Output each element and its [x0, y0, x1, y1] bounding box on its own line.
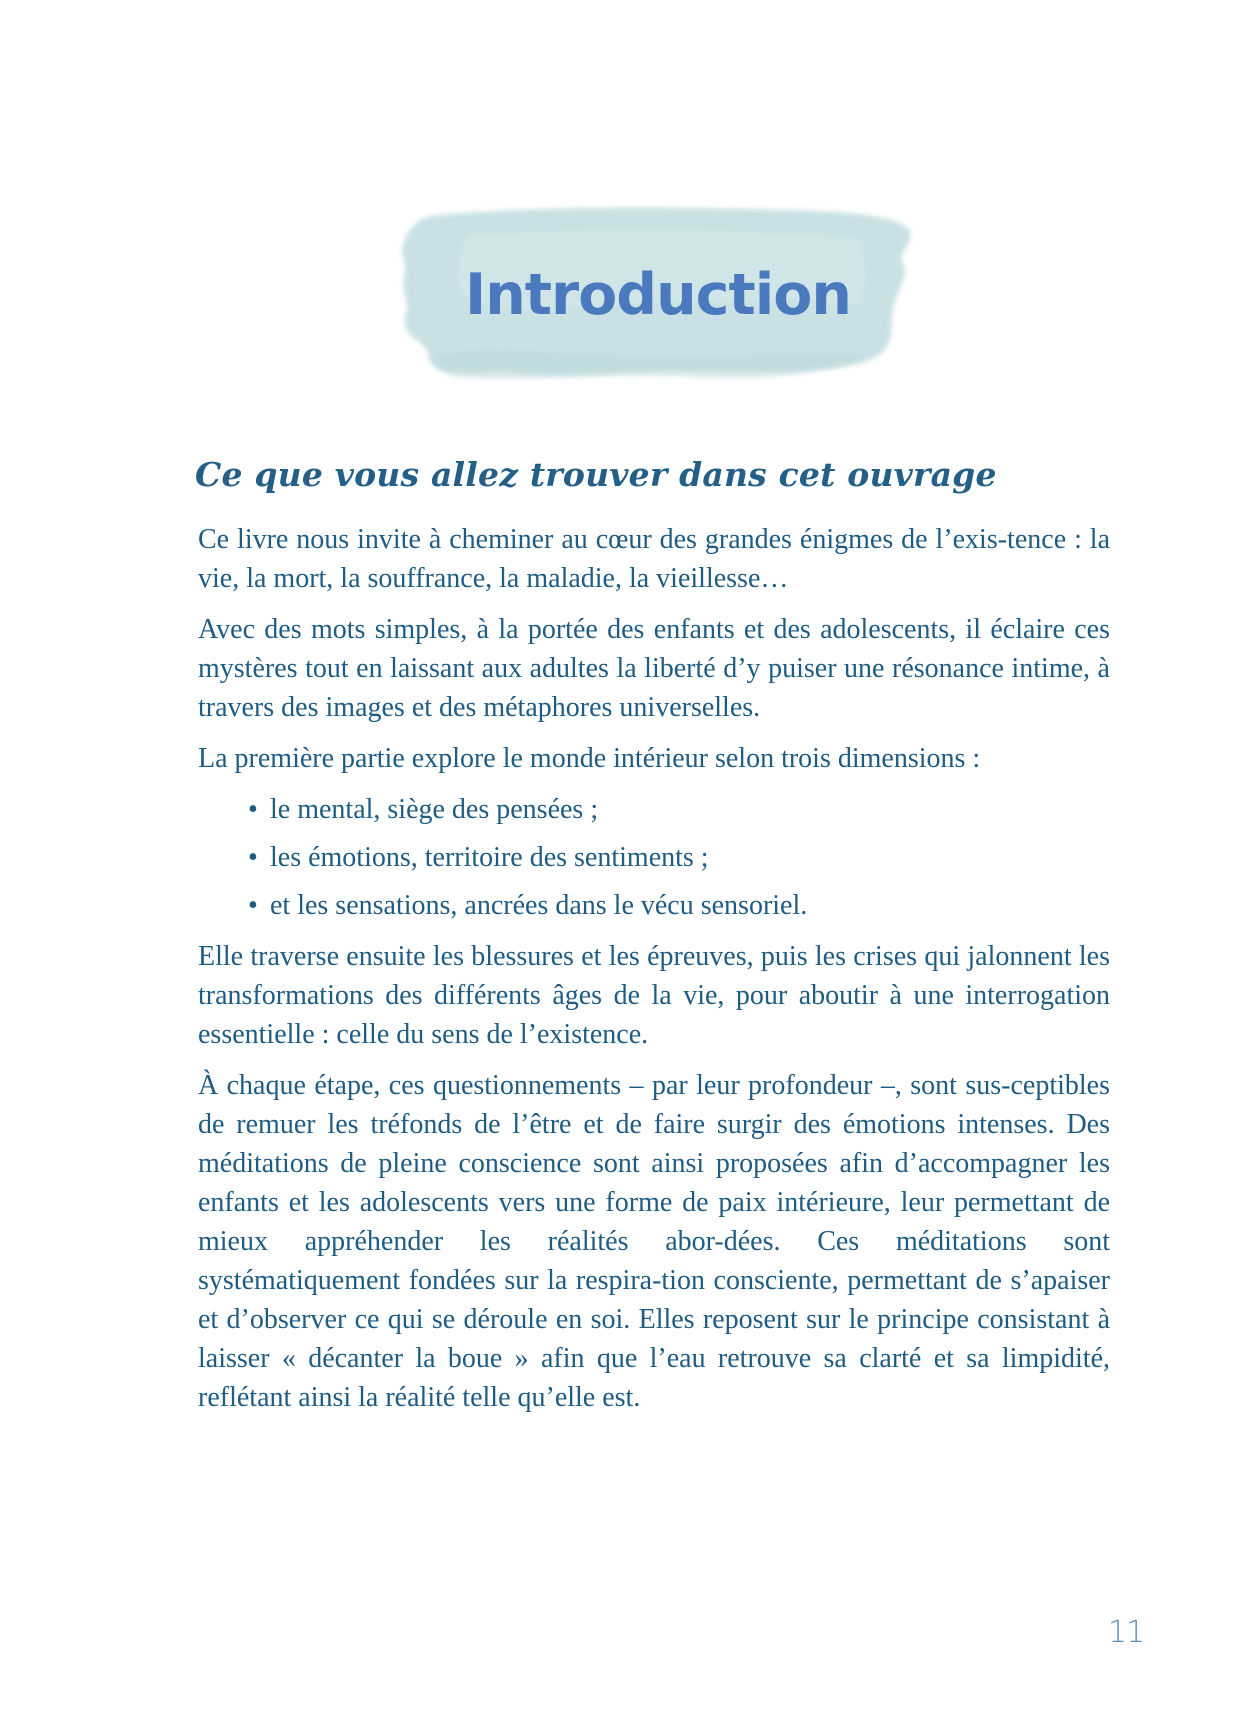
paragraph-5: À chaque étape, ces questionnements – par leur profondeur –, sont sus-ceptibles de remuer les tréfonds de l’être et de faire surgir des émotions intenses. Des méditations de pleine conscience sont ainsi proposées afin d’accompagner les enfants et les adolescents vers une forme de paix intérieure, leur permettant de mieux appréhender les réalités abor-dées. Ces méditations sont systématiquement fondées sur la respira-tion consciente, permettant de s’apaiser et d’observer ce qui se déroule en soi. Elles reposent sur le principe consistant à laisser « décanter la boue » afin que l’eau retrouve sa clarté et sa limpidité, reflétant ainsi la réalité telle qu’elle est. [198, 1070, 1110, 1413]
list-item [198, 886, 1110, 925]
section-subtitle: Ce que vous allez trouver dans cet ouvrage [195, 455, 997, 494]
list-item-text: le mental, siège des pensées ; [270, 794, 599, 825]
body-text [198, 520, 1110, 1429]
dimensions-list [198, 790, 1110, 925]
list-item-text: les émotions, territoire des sentiments ; [270, 842, 709, 873]
bullet-icon: • [248, 794, 258, 825]
page-number: 11 [1108, 1615, 1145, 1650]
paragraph-3: La première partie explore le monde intérieur selon trois dimensions : [198, 743, 981, 774]
list-item [198, 838, 1110, 877]
bullet-icon: • [248, 890, 258, 921]
page-title: Introduction [465, 262, 851, 328]
list-item-text: et les sensations, ancrées dans le vécu sensoriel. [270, 890, 808, 921]
paragraph-4: Elle traverse ensuite les blessures et les épreuves, puis les crises qui jalonnent les transformations des différents âges de la vie, pour aboutir à une interrogation essentielle : celle du sens de l’existence. [198, 941, 1110, 1050]
paragraph-1: Ce livre nous invite à cheminer au cœur des grandes énigmes de l’exis-tence : la vie, la mort, la souffrance, la maladie, la vieillesse… [198, 524, 1110, 594]
paragraph-2: Avec des mots simples, à la portée des enfants et des adolescents, il éclaire ces mystères tout en laissant aux adultes la liberté d’y puiser une résonance intime, à travers des images et des métaphores universelles. [198, 614, 1110, 723]
list-item [198, 790, 1110, 829]
bullet-icon: • [248, 842, 258, 873]
